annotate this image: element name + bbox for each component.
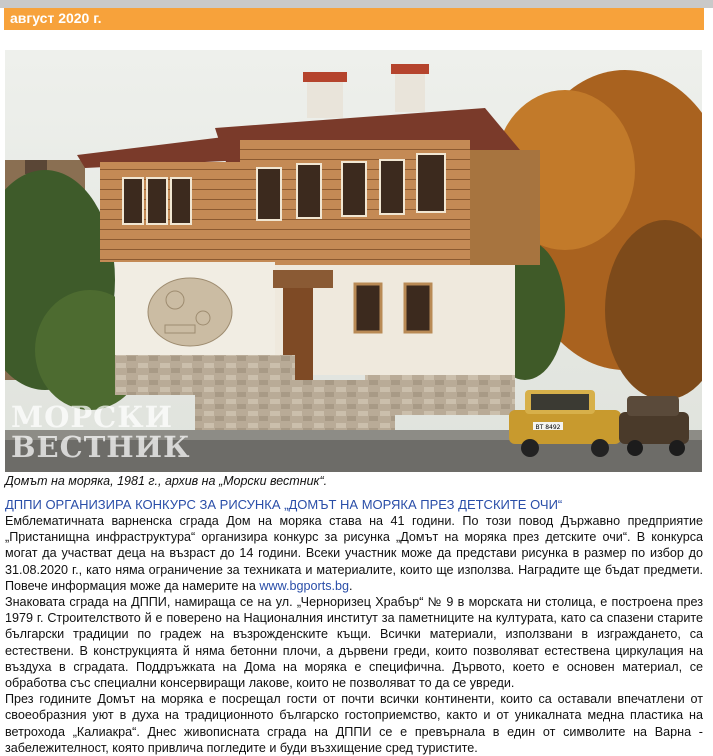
month-header-bar <box>4 8 704 30</box>
article-body <box>5 513 703 756</box>
bgports-link[interactable]: www.bgports.bg <box>259 578 349 593</box>
article-paragraph-2: Знаковата сграда на ДППИ, намираща се на ул. „Черноризец Храбър“ № 9 в морската ни столица, е построена през 1979 г. Строителството й е поверено на Националния институт за паметниците на културата, като са спазени старите български традиции по градеж на възрожденските къщи. Всички материали, използвани в изграждането, са естествени. В конструкцията й няма бетонни плочи, а дървени греди, които позволяват естествена циркулация на въздуха в сградата. Поддръжката на Дома на моряка е специфична. Дървото, което е основен материал, се обработва със специални консервиращи лакове, които не позволяват то да се увреди. <box>5 595 703 691</box>
watermark-line2: ВЕСТНИК <box>11 430 191 464</box>
article-photo <box>5 50 702 472</box>
article-paragraph-3: През годините Домът на моряка е посрещал гости от почти всички континенти, които са оставали впечатлени от своеобразния уют в духа на традиционното българско гостоприемство, както и от уникалната медна пластика на ветрохода „Калиакра“. Днес живописната сграда на ДППИ се е превърнала в един от символите на Варна - забележителност, която привлича погледите и буди възхищение сред туристите. <box>5 692 703 755</box>
month-label: август 2020 г. <box>10 10 102 26</box>
watermark-line1: МОРСКИ <box>11 400 174 434</box>
article-headline: ДППИ ОРГАНИЗИРА КОНКУРС ЗА РИСУНКА „ДОМЪТ НА МОРЯКА ПРЕЗ ДЕТСКИТЕ ОЧИ“ <box>5 497 563 512</box>
top-strip <box>0 0 713 8</box>
photo-watermark <box>11 402 190 462</box>
photo-caption: Домът на моряка, 1981 г., архив на „Морски вестник“. <box>5 474 328 488</box>
svg-text:ВТ 8492: ВТ 8492 <box>535 424 561 431</box>
article-paragraph-1: Емблематичната варненска сграда Дом на моряка става на 41 години. По този повод Държавно предприятие „Пристанищна инфраструктура“ организира конкурс за рисунка „Домът на моряка през детските очи“. В конкурса могат да участват деца на възраст до 14 години. Всеки участник може да представи рисунка в размер по избор до 31.08.2020 г., като няма ограничение за техниката и материалите, които ще използва. Наградите ще бъдат предмети. Повече информация може да намерите на www.bgports.bg. <box>5 514 703 593</box>
